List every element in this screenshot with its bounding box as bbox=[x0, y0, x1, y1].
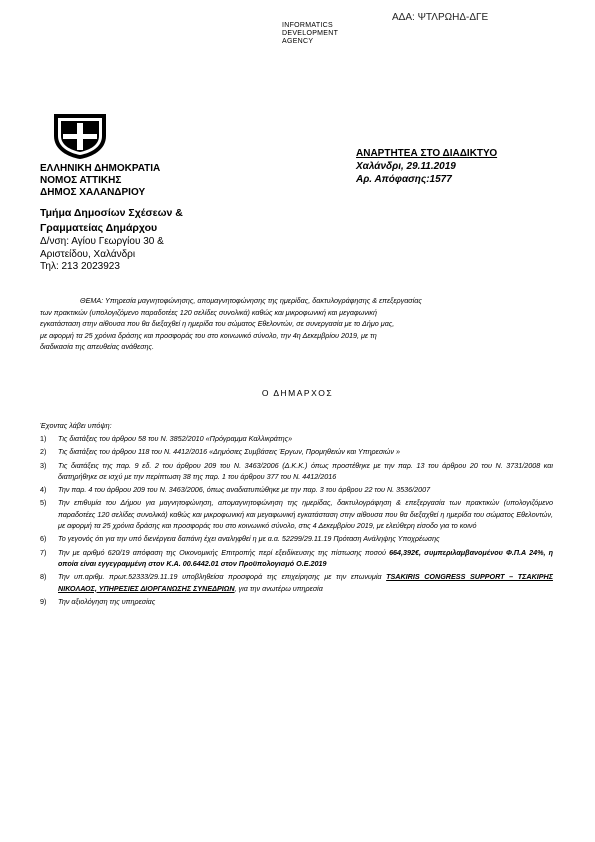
item-number: 1) bbox=[40, 434, 47, 443]
department-phone: Τηλ: 213 2023923 bbox=[40, 261, 120, 272]
subject-line: διαδικασία της απευθείας ανάθεσης. bbox=[40, 342, 155, 351]
subject-line: των πρακτικών (υπολογιζόμενο παραδοτέες 120 σελίδες συνολικά) καθώς και μικροφωνική και μεγαφωνική bbox=[40, 307, 378, 317]
item-text: Την επιθυμία του Δήμου για μαγνητοφώνηση, απομαγνητοφώνηση της ημερίδας, δακτυλογράφηση & επεξεργασία των πρακτικών (υπολογιζόμενο παραδοτέες 120 σελίδες συνολικά) καθώς και μικροφωνική και μεγαφωνική εγκατάσταση στην αίθουσα που θα διεξαχθεί η ημερίδα του σώματος Εθελοντών, με αφορμή τα 25 χρόνια δράσης και προσφοράς του στο κοινωνικό σύνολο, στις 4 Δεκεμβρίου 2019, με ελεύθερη είσοδο για το κοινό bbox=[58, 498, 553, 531]
ada-code: ΑΔΑ: ΨΤΛΡΩΗΔ-ΔΓΕ bbox=[392, 12, 489, 23]
header-left-line: ΔΗΜΟΣ ΧΑΛΑΝΔΡΙΟΥ bbox=[40, 187, 146, 198]
agency-logo-line: DEVELOPMENT bbox=[282, 30, 339, 37]
list-item bbox=[40, 484, 553, 495]
item-text: Την αξιολόγηση της υπηρεσίας bbox=[58, 596, 156, 606]
item-number: 7) bbox=[40, 547, 47, 557]
subject-line: εγκατάσταση στην αίθουσα που θα διεξαχθεί η ημερίδα του σώματος Εθελοντών, σε συνεργασία με το Δήμο μας, bbox=[40, 319, 395, 328]
header-right bbox=[356, 147, 497, 186]
agency-logo-line: INFORMATICS bbox=[282, 22, 334, 29]
subject-paragraph bbox=[40, 295, 553, 353]
item-number: 3) bbox=[40, 460, 47, 470]
list-item bbox=[40, 446, 553, 457]
considerations-list bbox=[40, 433, 553, 609]
item-number: 4) bbox=[40, 485, 47, 495]
posting-notice: ΑΝΑΡΤΗΤΕΑ ΣΤΟ ΔΙΑΔΙΚΤΥΟ bbox=[356, 148, 498, 159]
decision-number: Αρ. Απόφασης:1577 bbox=[356, 174, 452, 185]
considerations-intro: Έχοντας λάβει υπόψη: bbox=[40, 421, 112, 430]
header-left-line: ΕΛΛΗΝΙΚΗ ΔΗΜΟΚΡΑΤΙΑ bbox=[40, 163, 161, 174]
item-number: 8) bbox=[40, 572, 47, 582]
item-bold-text: TSAKIRIS CONGRESS SUPPORT – ΤΣΑΚΙΡΗΣ ΝΙΚΟΛΑΟΣ, ΥΠΗΡΕΣΙΕΣ ΔΙΟΡΓΑΝΩΣΗΣ ΣΥΝΕΔΡΙΩΝ bbox=[58, 572, 553, 593]
department-name: Γραμματείας Δημάρχου bbox=[40, 222, 158, 234]
item-bold-text: 664,392€, συμπεριλαμβανομένου Φ.Π.Α 24%, η οποία είναι εγγεγραμμένη στον Κ.Α. 00.6442.01 στον Προϋπολογισμό Ο.Ε.2019 bbox=[58, 547, 553, 568]
item-text: Τις διατάξεις του άρθρου 118 του Ν. 4412/2016 «Δημόσιες Συμβάσεις Έργων, Προμηθειών και Υπηρεσιών » bbox=[58, 447, 400, 457]
item-text: Την παρ. 4 του άρθρου 209 του Ν. 3463/2006, όπως αναδιατυπώθηκε με την παρ. 3 του άρθρου 22 του Ν. 3536/2007 bbox=[58, 485, 431, 495]
mayor-title: Ο ΔΗΜΑΡΧΟΣ bbox=[261, 388, 334, 398]
document-date: Χαλάνδρι, 29.11.2019 bbox=[356, 161, 456, 172]
item-text: Το γεγονός ότι για την υπό διενέργεια δαπάνη έχει αναληφθεί η με α.α. 52299/29.11.19 Πρόταση Ανάληψης Υποχρέωσης bbox=[58, 534, 440, 544]
department-address: Αριστείδου, Χαλάνδρι bbox=[40, 248, 136, 260]
list-item bbox=[40, 497, 553, 531]
item-text: Τις διατάξεις της παρ. 9 εδ. 2 του άρθρου 209 του Ν. 3463/2006 (Δ.Κ.Κ.) όπως προστέθηκε με την παρ. 13 του άρθρου 20 του Ν. 3731/2008 και διατηρήθηκε σε ισχύ με την περίπτωση 38 της παρ. 1 του άρθρου 377 του Ν. 4412/2016 bbox=[58, 460, 553, 481]
item-number: 2) bbox=[40, 447, 47, 457]
header-left-line: ΝΟΜΟΣ ΑΤΤΙΚΗΣ bbox=[40, 175, 122, 186]
subject-line: ΘΕΜΑ: Υπηρεσία μαγνητοφώνησης, απομαγνητοφώνησης της ημερίδας, δακτυλογράφησης & επεξεργασίας bbox=[80, 296, 422, 305]
item-text: Την με αριθμό 620/19 απόφαση της Οικονομικής Επιτροπής περί εξειδίκευσης της πίστωσης ποσού bbox=[58, 547, 390, 557]
item-number: 6) bbox=[40, 534, 47, 544]
greek-emblem-icon bbox=[48, 110, 112, 160]
list-item bbox=[40, 433, 553, 444]
item-number: 9) bbox=[40, 596, 47, 606]
list-item bbox=[40, 547, 553, 570]
list-item bbox=[40, 596, 553, 607]
department-block bbox=[40, 206, 183, 274]
list-item bbox=[40, 460, 553, 483]
agency-logo bbox=[282, 22, 338, 46]
agency-logo-line: AGENCY bbox=[282, 38, 314, 45]
item-text: , για την ανωτέρω υπηρεσία bbox=[234, 583, 323, 593]
subject-line: με αφορμή τα 25 χρόνια δράσης και προσφοράς του στο κοινωνικό σύνολο, την 4η Δεκεμβρίου 2019, με τη bbox=[40, 330, 377, 340]
item-text: Τις διατάξεις του άρθρου 58 του Ν. 3852/2010 «Πρόγραμμα Καλλικράτης» bbox=[58, 434, 293, 443]
item-number: 5) bbox=[40, 498, 47, 508]
header-left bbox=[40, 163, 160, 199]
list-item bbox=[40, 533, 553, 544]
department-name: Τμήμα Δημοσίων Σχέσεων & bbox=[40, 207, 183, 219]
department-address: Δ/νση: Αγίου Γεωργίου 30 & bbox=[40, 236, 164, 247]
list-item bbox=[40, 571, 553, 594]
item-text: Την υπ.αριθμ. πρωτ.52333/29.11.19 υποβληθείσα προσφορά της επιχείρησης με την επωνυμία bbox=[58, 572, 387, 582]
